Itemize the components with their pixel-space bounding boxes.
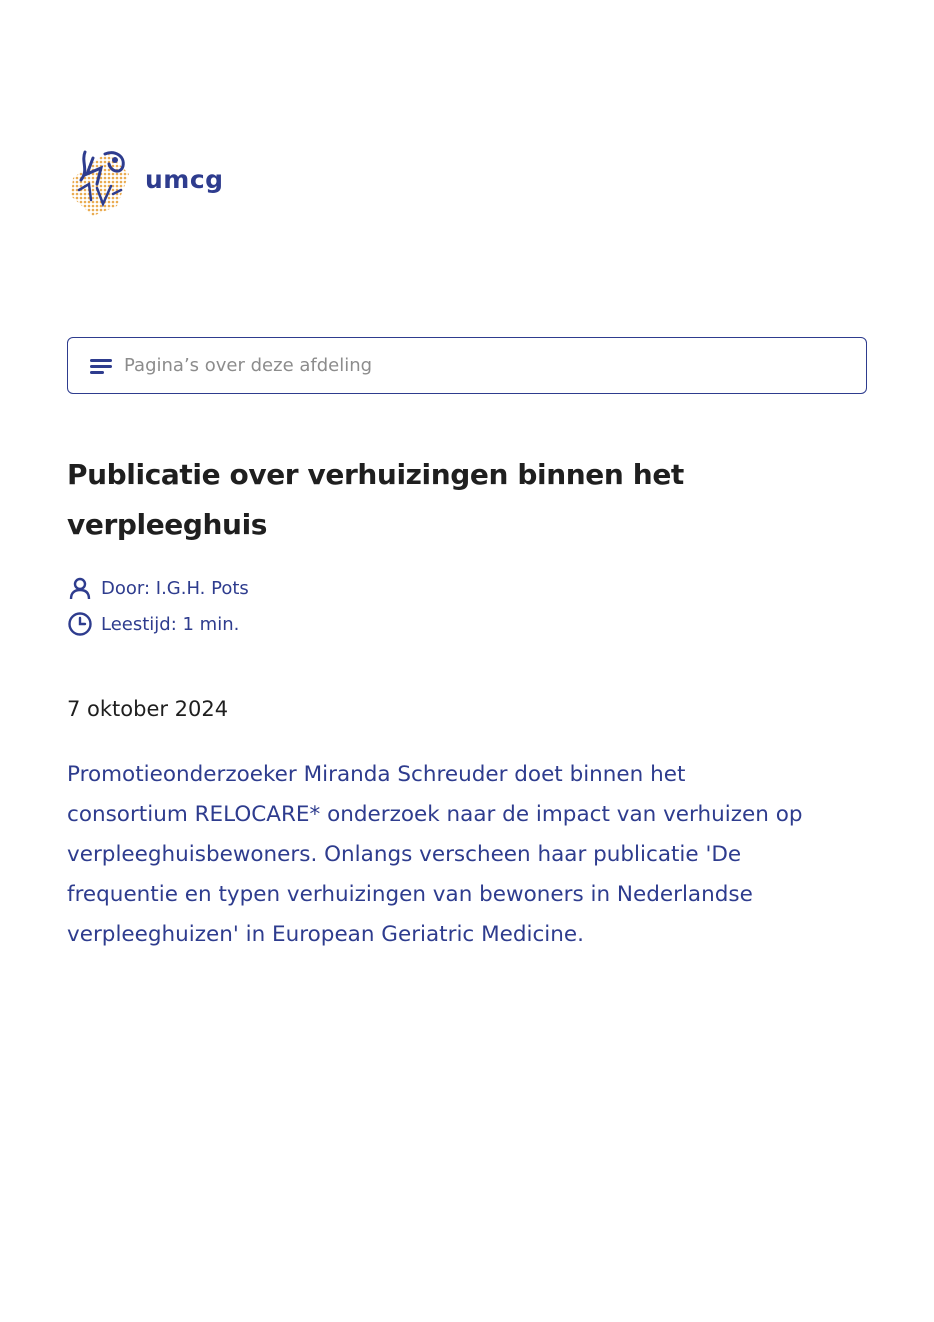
logo-wordmark: umcg (145, 164, 224, 194)
section-pages-label: Pagina’s over deze afdeling (124, 355, 373, 376)
umcg-seal-icon (67, 144, 133, 218)
clock-icon (67, 611, 93, 637)
author-meta (67, 575, 249, 601)
publish-date: 7 oktober 2024 (67, 697, 229, 721)
author-text: Door: I.G.H. Pots (101, 577, 249, 599)
umcg-logo[interactable] (67, 144, 224, 218)
read-time-meta (67, 611, 239, 637)
read-time-text: Leestijd: 1 min. (101, 613, 240, 635)
menu-lines-icon (90, 358, 112, 374)
page-title: Publicatie over verhuizingen binnen het verpleeghuis (67, 458, 684, 541)
section-pages-dropdown[interactable] (67, 337, 867, 394)
article-intro: Promotieonderzoeker Miranda Schreuder doet binnen het consortium RELOCARE* onderzoek naar de impact van verhuizen op verpleeghuisbewoners. Onlangs verscheen haar publicatie 'De frequentie en typen verhuizingen van bewoners in Nederlandse verpleeghuizen' in European Geriatric Medicine. (67, 762, 803, 947)
person-icon (67, 575, 93, 601)
